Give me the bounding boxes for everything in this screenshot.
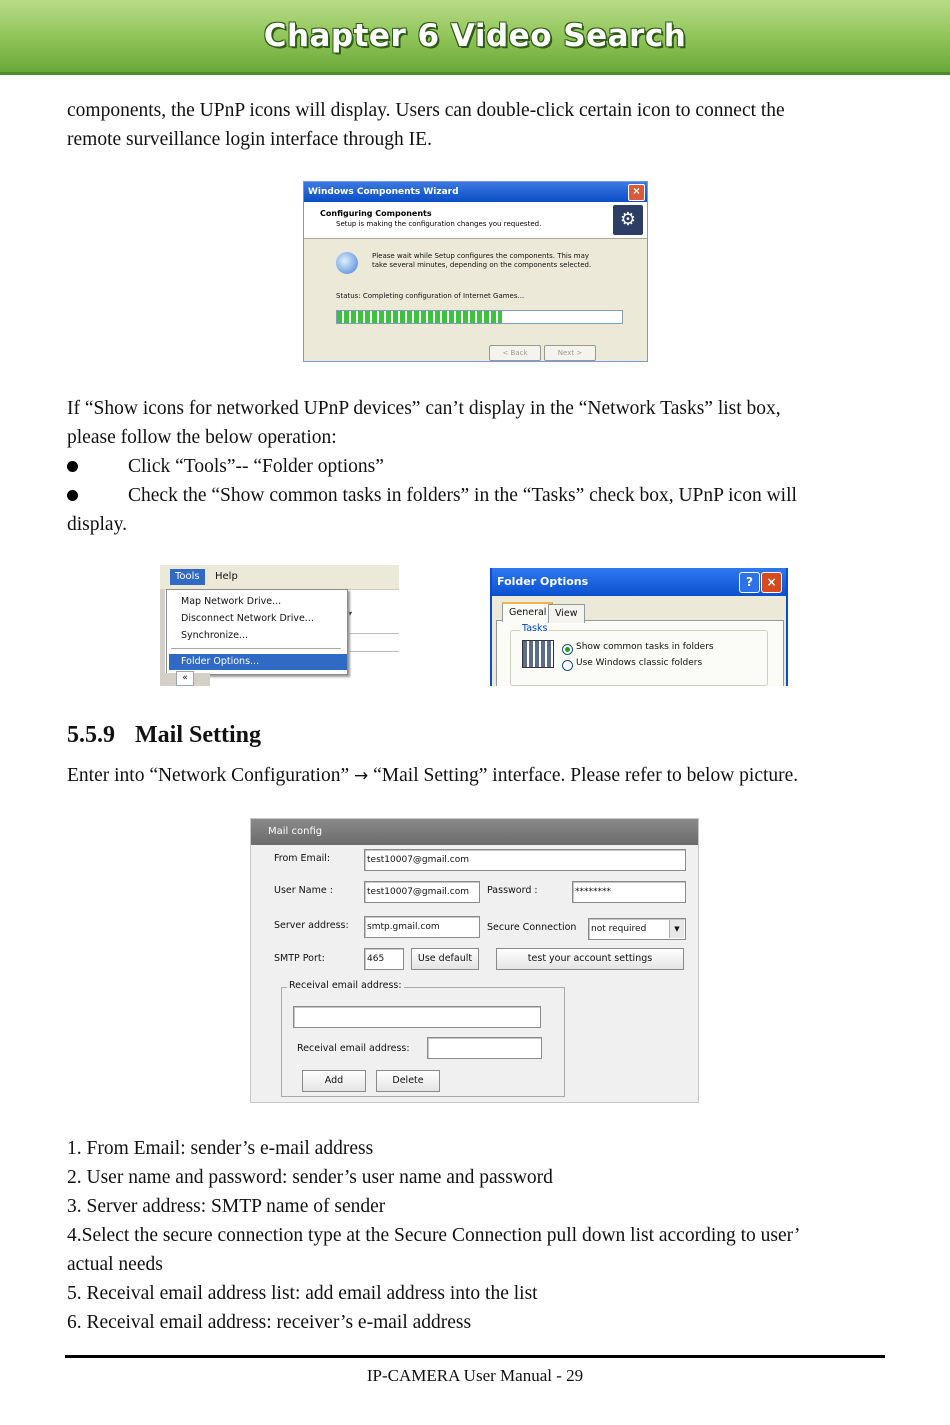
bullet-item-1 <box>67 452 882 481</box>
folder-tasks-icon <box>522 640 554 668</box>
wizard-heading: Configuring Components <box>320 209 432 218</box>
wizard-logo-icon: ⚙ <box>613 205 643 235</box>
note-item: 6. Receival email address: receiver’s e-mail address <box>67 1312 472 1333</box>
smtp-port-label: SMTP Port: <box>274 953 325 964</box>
server-address-label: Server address: <box>274 920 349 931</box>
tab-view[interactable]: View <box>548 604 585 623</box>
menu-tools[interactable]: Tools <box>170 569 205 585</box>
tasks-group-label: Tasks <box>522 623 548 634</box>
bullet-text-2-cont: display. <box>67 514 127 535</box>
chevron-up-icon[interactable]: « <box>176 671 194 686</box>
wizard-progress-fill <box>337 311 502 323</box>
wizard-next-button[interactable]: Next > <box>544 345 596 361</box>
password-input[interactable]: ******** <box>572 881 686 903</box>
user-name-input[interactable]: test10007@gmail.com <box>364 881 480 903</box>
secure-connection-select[interactable] <box>588 918 686 940</box>
wizard-status: Status: Completing configuration of Internet Games... <box>336 292 525 300</box>
note-item: 1. From Email: sender’s e-mail address <box>67 1138 374 1159</box>
folder-options-title: Folder Options <box>492 568 788 596</box>
page-footer: IP-CAMERA User Manual - 29 <box>366 1366 584 1385</box>
section-heading <box>67 722 261 749</box>
dropdown-arrow-icon: ▼ <box>669 920 684 938</box>
wizard-titlebar <box>304 182 647 202</box>
wizard-progress-bar <box>336 310 623 324</box>
receival-email-input[interactable] <box>427 1037 542 1059</box>
intro-line-1: components, the UPnP icons will display. Users can double-click certain icon to connect the <box>67 100 785 121</box>
wizard-buttons <box>489 340 599 361</box>
chapter-banner <box>0 0 950 75</box>
intro-line-2: remote surveillance login interface through IE. <box>67 129 432 150</box>
close-icon[interactable]: × <box>761 572 782 593</box>
radio-classic-folders[interactable] <box>562 660 573 671</box>
upnp-line-2: please follow the below operation: <box>67 427 337 448</box>
footer-rule <box>65 1355 885 1358</box>
receival-email-group-label: Receival email address: <box>289 980 402 991</box>
help-icon[interactable]: ? <box>739 572 760 593</box>
tools-menu-screenshot <box>160 565 399 686</box>
window-edge <box>160 589 165 686</box>
option-show-common-tasks: Show common tasks in folders <box>576 642 714 652</box>
note-item: 5. Receival email address list: add email address into the list <box>67 1283 538 1304</box>
menu-separator <box>171 648 341 649</box>
secure-connection-value: not required <box>591 924 647 934</box>
menu-item-synchronize[interactable]: Synchronize... <box>181 630 248 641</box>
note-item: 3. Server address: SMTP name of sender <box>67 1196 386 1217</box>
tab-general[interactable]: General <box>502 602 553 622</box>
section-intro <box>67 761 882 791</box>
test-account-settings-button[interactable]: test your account settings <box>496 948 684 970</box>
note-item: actual needs <box>67 1254 163 1275</box>
right-arrow-icon: → <box>354 766 369 786</box>
wizard-header-panel <box>304 202 647 239</box>
bullet-item-2 <box>67 481 882 539</box>
receival-email-list[interactable] <box>293 1006 541 1028</box>
wizard-close-icon[interactable]: × <box>628 184 645 201</box>
bullet-icon <box>67 490 78 501</box>
add-button[interactable]: Add <box>302 1070 366 1092</box>
setup-disc-icon <box>336 252 358 274</box>
upnp-instructions <box>67 394 882 452</box>
section-number: 5.5.9 <box>67 722 115 748</box>
note-item: 4.Select the secure connection type at the Secure Connection pull down list according to user’ <box>67 1225 801 1246</box>
windows-components-wizard-screenshot <box>303 181 648 362</box>
wizard-title: Windows Components Wizard <box>308 187 459 197</box>
wizard-back-button[interactable]: < Back <box>489 345 541 361</box>
menu-item-disconnect-network-drive[interactable]: Disconnect Network Drive... <box>181 613 314 624</box>
section-intro-before: Enter into “Network Configuration” <box>67 765 355 786</box>
bullet-icon <box>67 461 78 472</box>
bullet-text-2: Check the “Show common tasks in folders” in the “Tasks” check box, UPnP icon will <box>128 485 797 506</box>
server-address-input[interactable]: smtp.gmail.com <box>364 916 480 938</box>
dropdown-arrow-icon: ▾ <box>348 609 353 618</box>
upnp-line-1: If “Show icons for networked UPnP devices” can’t display in the “Network Tasks” list box, <box>67 398 781 419</box>
wizard-message: Please wait while Setup configures the components. This may take several minutes, depending on the components selected. <box>372 252 592 269</box>
secure-connection-label: Secure Connection <box>487 922 577 933</box>
section-title: Mail Setting <box>135 722 261 748</box>
wizard-subheading: Setup is making the configuration changes you requested. <box>336 220 542 228</box>
divider <box>346 651 399 652</box>
bullet-text-1: Click “Tools”-- “Folder options” <box>128 456 384 477</box>
option-classic-folders: Use Windows classic folders <box>576 658 703 668</box>
divider <box>346 633 399 634</box>
delete-button[interactable]: Delete <box>376 1070 440 1092</box>
mail-config-title: Mail config <box>251 819 698 845</box>
menu-bar <box>160 565 399 590</box>
from-email-input[interactable]: test10007@gmail.com <box>364 849 686 871</box>
note-item: 2. User name and password: sender’s user name and password <box>67 1167 553 1188</box>
from-email-label: From Email: <box>274 853 331 864</box>
menu-item-map-network-drive[interactable]: Map Network Drive... <box>181 596 282 607</box>
menu-item-folder-options[interactable]: Folder Options... <box>169 654 347 670</box>
folder-options-screenshot <box>490 568 788 686</box>
intro-paragraph <box>67 96 882 154</box>
user-name-label: User Name : <box>274 885 333 896</box>
chapter-title: Chapter 6 Video Search <box>263 18 687 54</box>
receival-email-label: Receival email address: <box>297 1043 410 1054</box>
radio-show-common-tasks[interactable] <box>562 644 573 655</box>
tools-dropdown <box>166 589 348 675</box>
mail-config-screenshot <box>250 818 699 1103</box>
mail-setting-notes <box>67 1134 882 1337</box>
menu-help[interactable]: Help <box>215 571 238 582</box>
section-intro-after: “Mail Setting” interface. Please refer to below picture. <box>368 765 799 786</box>
smtp-port-input[interactable]: 465 <box>364 948 404 970</box>
use-default-button[interactable]: Use default <box>411 948 479 970</box>
password-label: Password : <box>487 885 538 896</box>
